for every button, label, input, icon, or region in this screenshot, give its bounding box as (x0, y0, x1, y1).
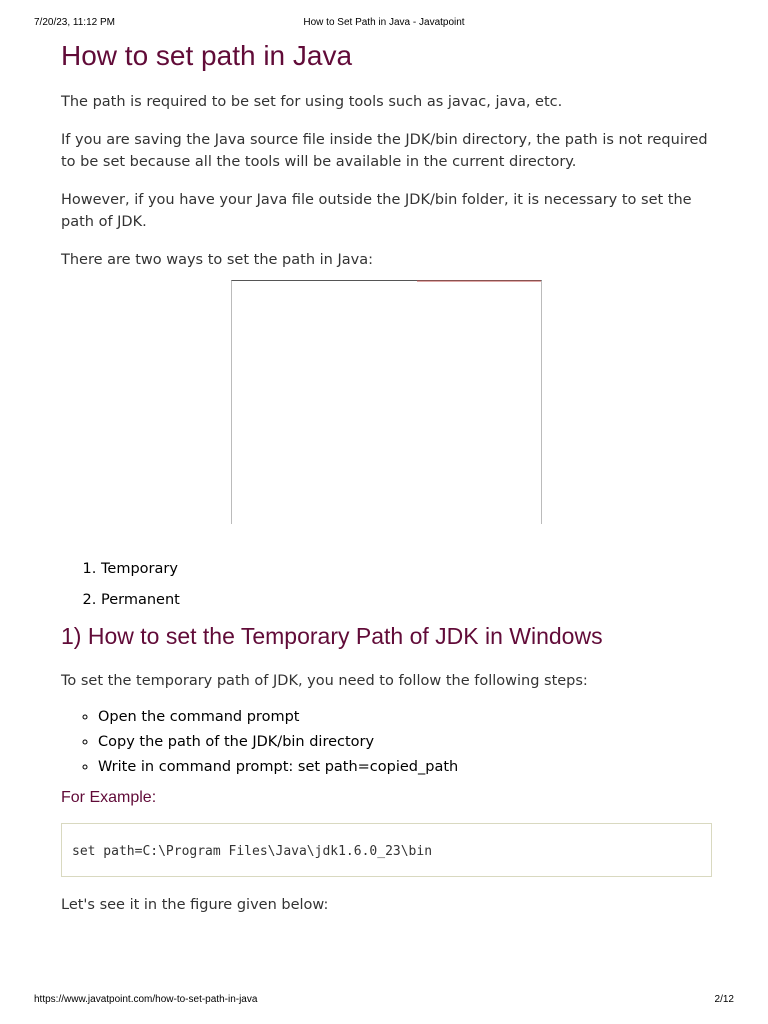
list-item: 2. Permanent (101, 589, 716, 611)
section-title: 1) How to set the Temporary Path of JDK in Windows (61, 623, 603, 649)
print-url: https://www.javatpoint.com/how-to-set-path-in-java (34, 994, 258, 1005)
paragraph: If you are saving the Java source file inside the JDK/bin directory, the path is not required to be set because all the tools will be available in the current directory. (61, 132, 708, 170)
code-block (61, 823, 712, 877)
path-ways-figure (231, 280, 542, 524)
print-header (34, 17, 734, 29)
print-datetime: 7/20/23, 11:12 PM (34, 17, 115, 28)
article (61, 39, 716, 916)
figure-top-mark (417, 280, 541, 282)
list-item: ◦ Write in command prompt: set path=copied_path (98, 756, 716, 778)
page-number: 2/12 (714, 994, 734, 1005)
paragraph: The path is required to be set for using tools such as javac, java, etc. (61, 94, 563, 110)
ways-list (61, 558, 716, 611)
list-item: ◦ Open the command prompt (98, 706, 716, 728)
closing-paragraph: Let's see it in the figure given below: (61, 897, 329, 913)
code-text: set path=C:\Program Files\Java\jdk1.6.0_23\bin (72, 844, 433, 859)
steps-list (61, 706, 716, 778)
print-footer (34, 994, 734, 1006)
section-intro: To set the temporary path of JDK, you need to follow the following steps: (61, 673, 588, 689)
page-title: How to set path in Java (61, 40, 353, 71)
example-title: For Example: (61, 789, 157, 806)
list-item: ◦ Copy the path of the JDK/bin directory (98, 731, 716, 753)
print-doc-title: How to Set Path in Java - Javatpoint (303, 17, 465, 28)
paragraph: However, if you have your Java file outside the JDK/bin folder, it is necessary to set the path of JDK. (61, 192, 692, 230)
paragraph: There are two ways to set the path in Java: (61, 252, 373, 268)
list-item: 1. Temporary (101, 558, 716, 580)
